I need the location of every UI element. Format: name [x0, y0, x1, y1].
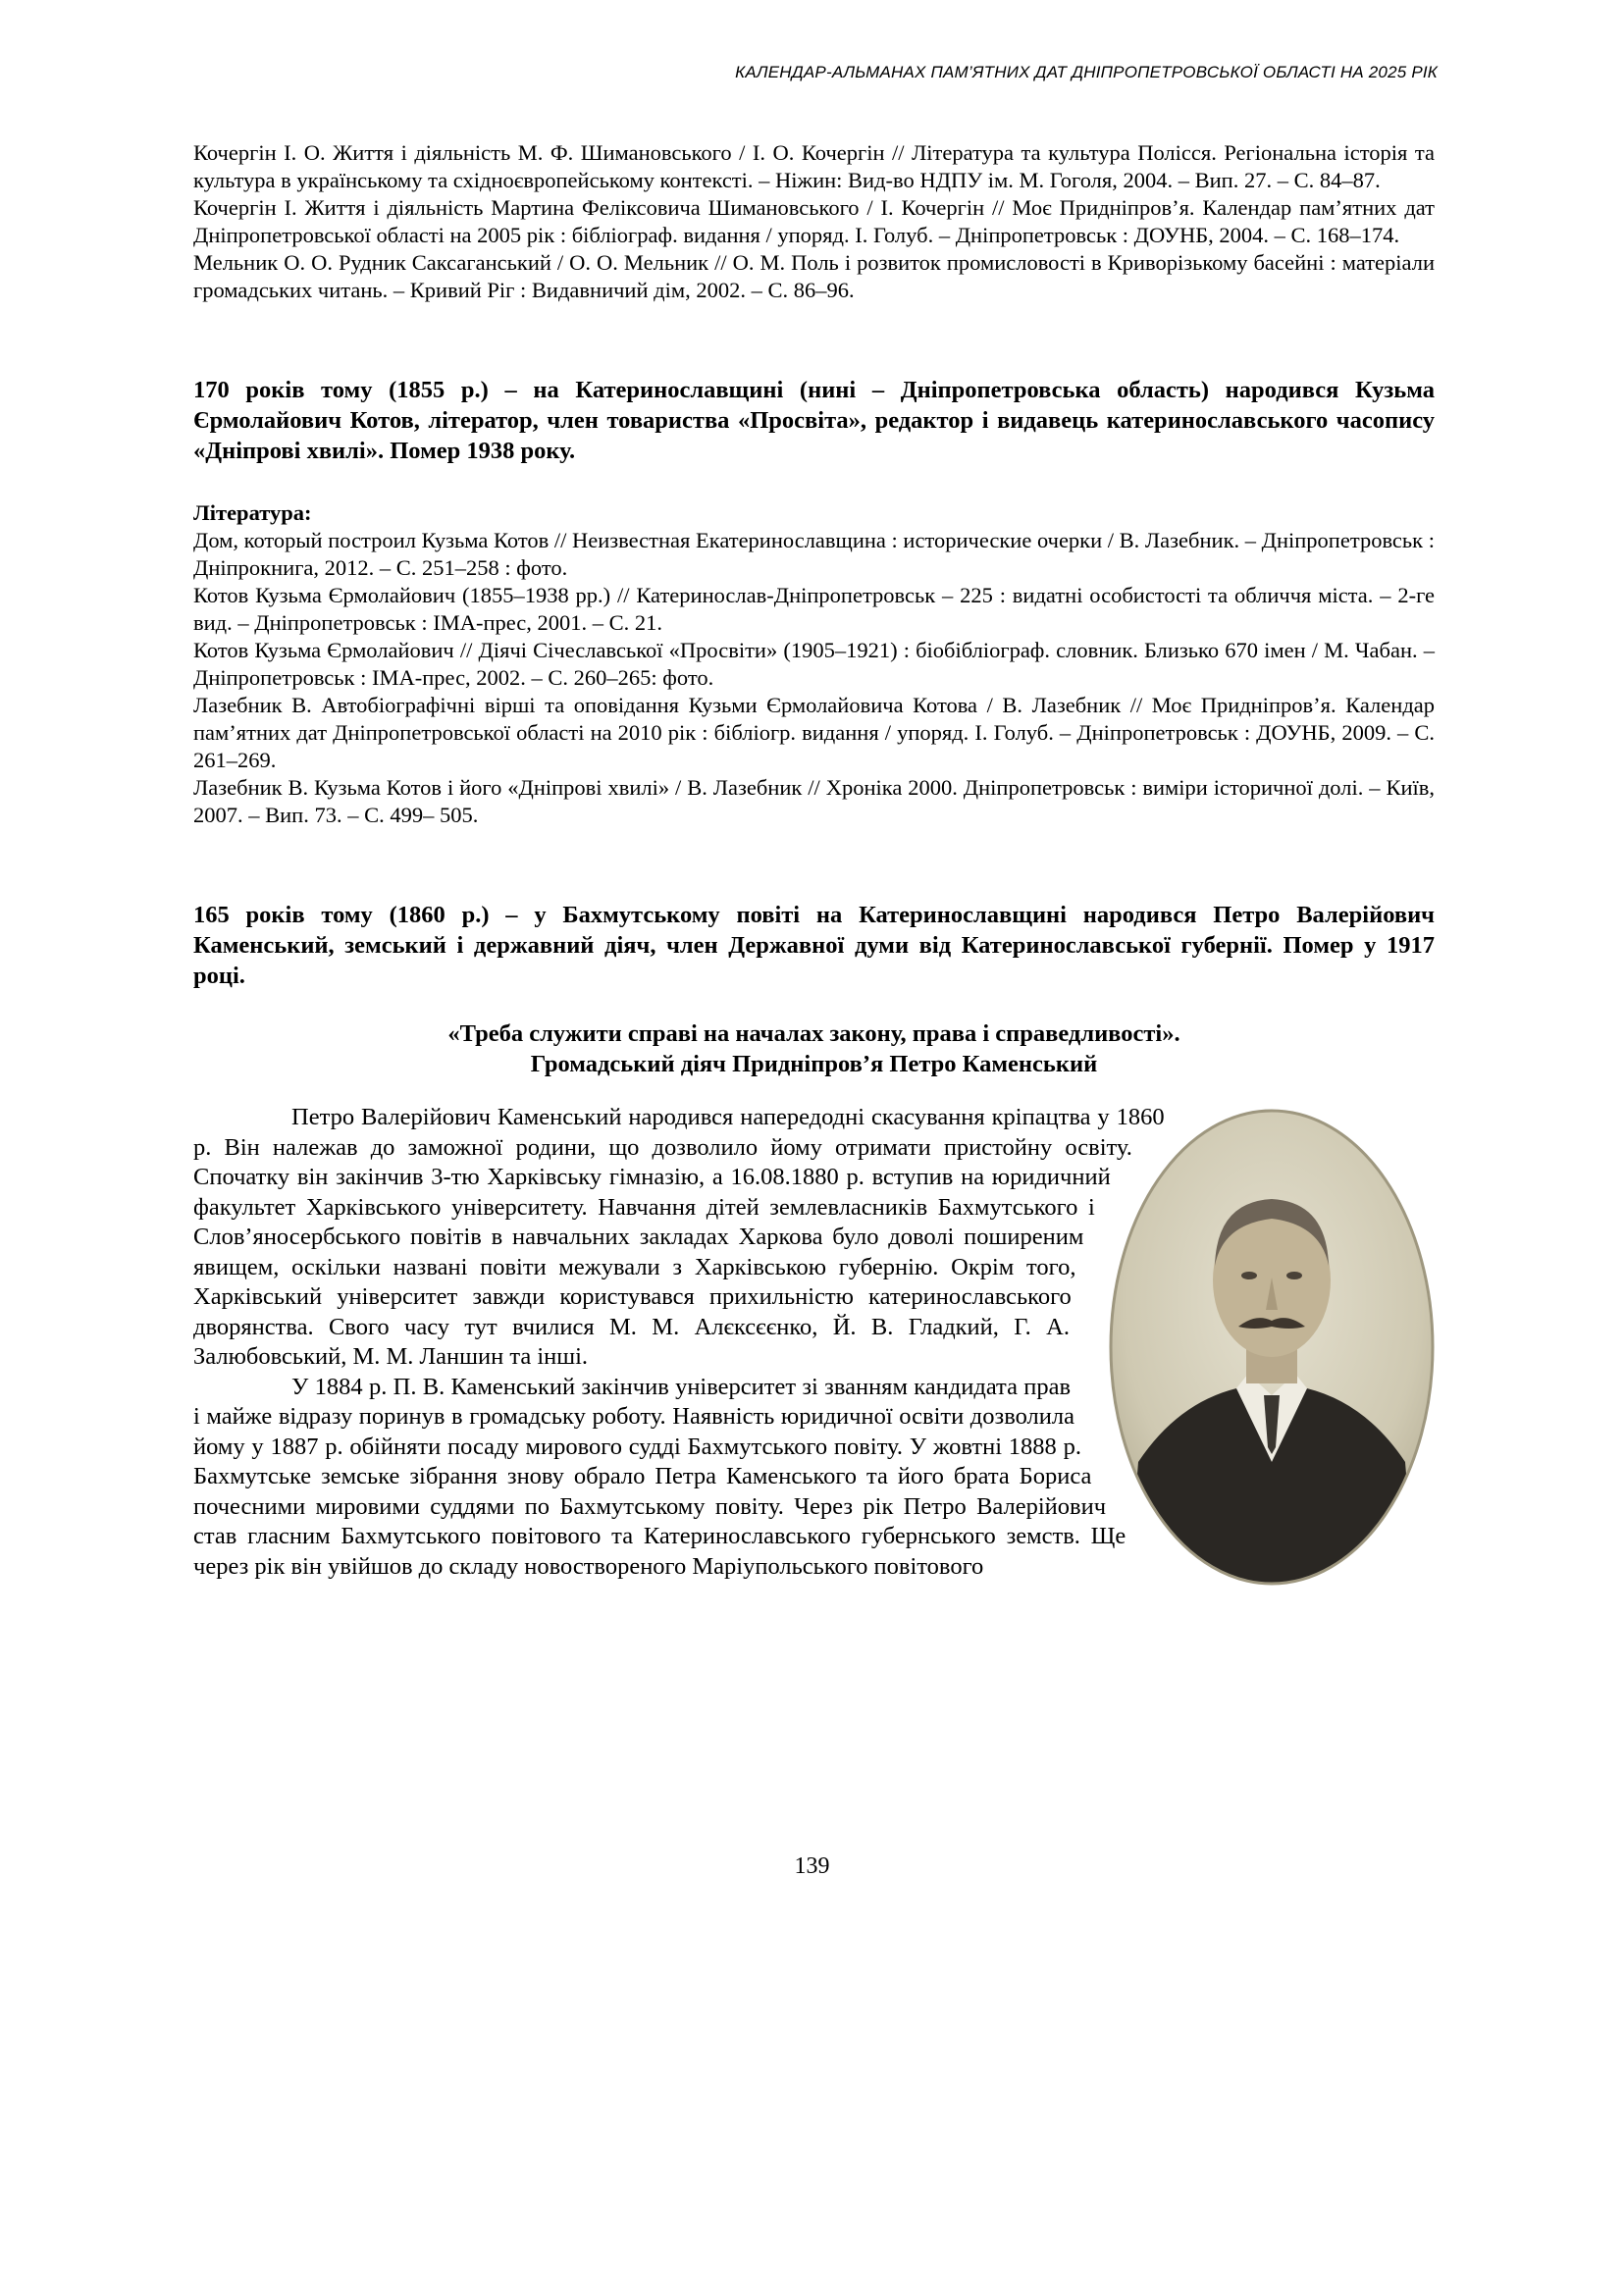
top-references: [193, 139, 1435, 304]
page-number: 139: [794, 1853, 830, 1879]
reference-item: Дом, который построил Кузьма Котов // Неизвестная Екатеринославщина : исторические очерки / В. Лазебник. – Днiпропетровськ : Днiпрокнига, 2012. – С. 251–258 : фото.: [193, 528, 1435, 580]
literature-label: Література:: [193, 500, 312, 525]
page-content: [193, 139, 1435, 1590]
reference-item: Лазебник В. Автобіографічні вірші та оповідання Кузьми Єрмолайовича Котова / В. Лазебник // Моє Придніпров’я. Календар пам’ятних дат Дніпропетровської області на 2010 рік : бібліогр. видання / упоряд. І. Голуб. – Дніпропетровськ : ДОУНБ, 2009. – С. 261–269.: [193, 693, 1435, 772]
article-paragraph-2: У 1884 р. П. В. Каменський закінчив університет зі званням кандидата прав і майже відразу поринув в громадську роботу. Наявність юридичної освіти дозволила йому у 1887 р. обійняти посаду мирового судді Бахмутського повіту. У жовтні 1888 р. Бахмутське земське зібрання знову обрало Петра Каменського та його брата Бориса почесними мировими суддями по Бахмутському повіту. Через рік Петро Валерійович став гласним Бахмутського повітового та Катеринославського губернського земств. Ще через рік він увійшов до складу новоствореного Маріупольського повітового: [193, 1373, 1126, 1580]
reference-item: Кочергін І. Життя і діяльність Мартина Феліксовича Шимановського / І. Кочергін // Моє Придніпров’я. Календар пам’ятних дат Дніпропетровської області на 2005 рік : бібліограф. видання / упоряд. І. Голуб. – Дніпропетровськ : ДОУНБ, 2004. – С. 168–174.: [193, 195, 1435, 247]
portrait-photo: [1109, 1109, 1435, 1586]
reference-item: Мельник О. О. Рудник Саксаганський / О. О. Мельник // О. М. Поль і розвиток промисловості в Криворізькому басейні : матеріали громадських читань. – Кривий Ріг : Видавничий дім, 2002. – С. 86–96.: [193, 250, 1435, 302]
entry-1-references: [193, 527, 1435, 829]
reference-item: Котов Кузьма Єрмолайович (1855–1938 рр.) // Катеринослав-Дніпропетровськ – 225 : видатні особистості та обличчя міста. – 2-ге вид. – Дніпропетровськ : ІМА-прес, 2001. – С. 21.: [193, 583, 1435, 635]
article-title-line-2: Громадський діяч Придніпров’я Петро Каменський: [530, 1051, 1098, 1077]
running-header: КАЛЕНДАР-АЛЬМАНАХ ПАМ’ЯТНИХ ДАТ ДНІПРОПЕТРОВСЬКОЇ ОБЛАСТІ НА 2025 РІК: [735, 63, 1438, 81]
reference-item: Кочергін І. О. Життя і діяльність М. Ф. Шимановського / І. О. Кочергін // Література та культура Полісся. Регіональна історія та культура в українському та східноєвропейському контексті. – Ніжин: Вид-во НДПУ ім. М. Гоголя, 2004. – Вип. 27. – С. 84–87.: [193, 140, 1435, 192]
entry-2-announcement: 165 років тому (1860 р.) – у Бахмутському повіті на Катеринославщині народився Петро Валерійович Каменський, земський і державний діяч, член Державної думи від Катеринославської губернії. Помер у 1917 році.: [193, 902, 1435, 989]
entry-1-announcement: 170 років тому (1855 р.) – на Катеринославщині (нині – Дніпропетровська область) народився Кузьма Єрмолайович Котов, літератор, член товариства «Просвіта», редактор і видавець катеринославського часопису «Дніпрові хвилі». Помер 1938 року.: [193, 377, 1435, 464]
article-title-line-1: «Треба служити справі на началах закону, права і справедливості».: [447, 1020, 1180, 1047]
article-paragraph-1: Петро Валерійович Каменський народився напередодні скасування кріпацтва у 1860 р. Він належав до заможної родини, що дозволило йому отримати пристойну освіту. Спочатку він закінчив 3-тю Харківську гімназію, а 16.08.1880 р. вступив на юридичний факультет Харківського університету. Навчання дітей землевласників Бахмутського і Слов’яносербського повітів в навчальних закладах Харкова було доволі поширеним явищем, оскільки названі повіти межували з Харківською губернію. Окрім того, Харківський університет завжди користувався прихильністю катеринославського дворянства. Свого часу тут вчилися М. М. Алєксєєнко, Й. В. Гладкий, Г. А. Залюбовський, М. М. Ланшин та інші.: [193, 1104, 1165, 1370]
reference-item: Котов Кузьма Єрмолайович // Діячі Січеславської «Просвіти» (1905–1921) : біобібліограф. словник. Близько 670 імен / М. Чабан. – Дніпропетровськ : ІМА-прес, 2002. – С. 260–265: фото.: [193, 638, 1435, 690]
reference-item: Лазебник В. Кузьма Котов і його «Дніпрові хвилі» / В. Лазебник // Хроніка 2000. Дніпропетровськ : виміри історичної долі. – Київ, 2007. – Вип. 73. – С. 499– 505.: [193, 775, 1435, 827]
